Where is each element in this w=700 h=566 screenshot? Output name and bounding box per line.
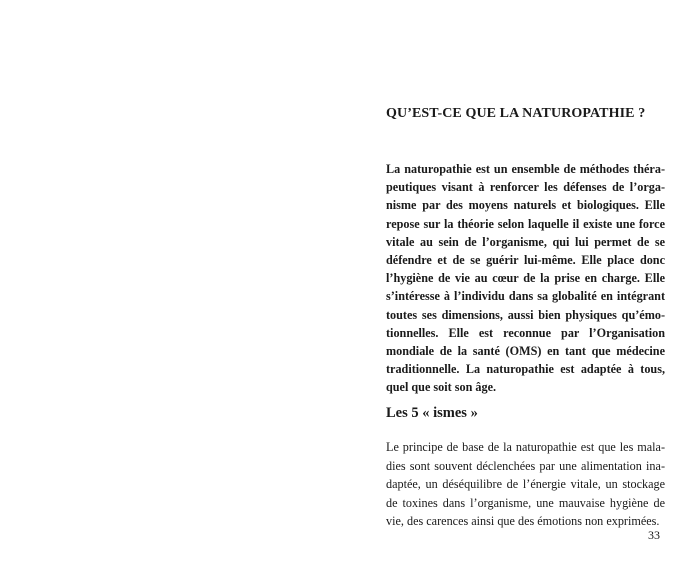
section-heading: Les 5 « ismes » xyxy=(386,405,478,421)
chapter-title: QU’EST-CE QUE LA NATUROPATHIE ? xyxy=(386,106,646,121)
intro-paragraph: La naturopathie est un ensemble de méthodes thérapeutiques visant à renforcer les défenses de l’organisme par des moyens naturels et biologiques. Elle repose sur la théorie selon laquelle il existe une force vitale au sein de l’organisme, qui lui permet de se défendre et de se guérir lui-même. Elle place donc l’hygiène de vie au cœur de la prise en charge. Elle s’intéresse à l’individu dans sa globalité en intégrant toutes ses dimensions, aussi bien physiques qu’émotionnelles. Elle est reconnue par l’Organisation mondiale de la santé (OMS) en tant que médecine traditionnelle. La naturopathie est adaptée à tous, quel que soit son âge. xyxy=(386,162,665,395)
body-paragraph: Le principe de base de la naturopathie est que les maladies sont souvent déclenchées par une alimentation inadaptée, un déséquilibre de l’énergie vitale, un stockage de toxines dans l’organisme, une mauvaise hygiène de vie, des carences ainsi que des émotions non exprimées. xyxy=(386,440,665,529)
page-number: 33 xyxy=(648,528,660,542)
